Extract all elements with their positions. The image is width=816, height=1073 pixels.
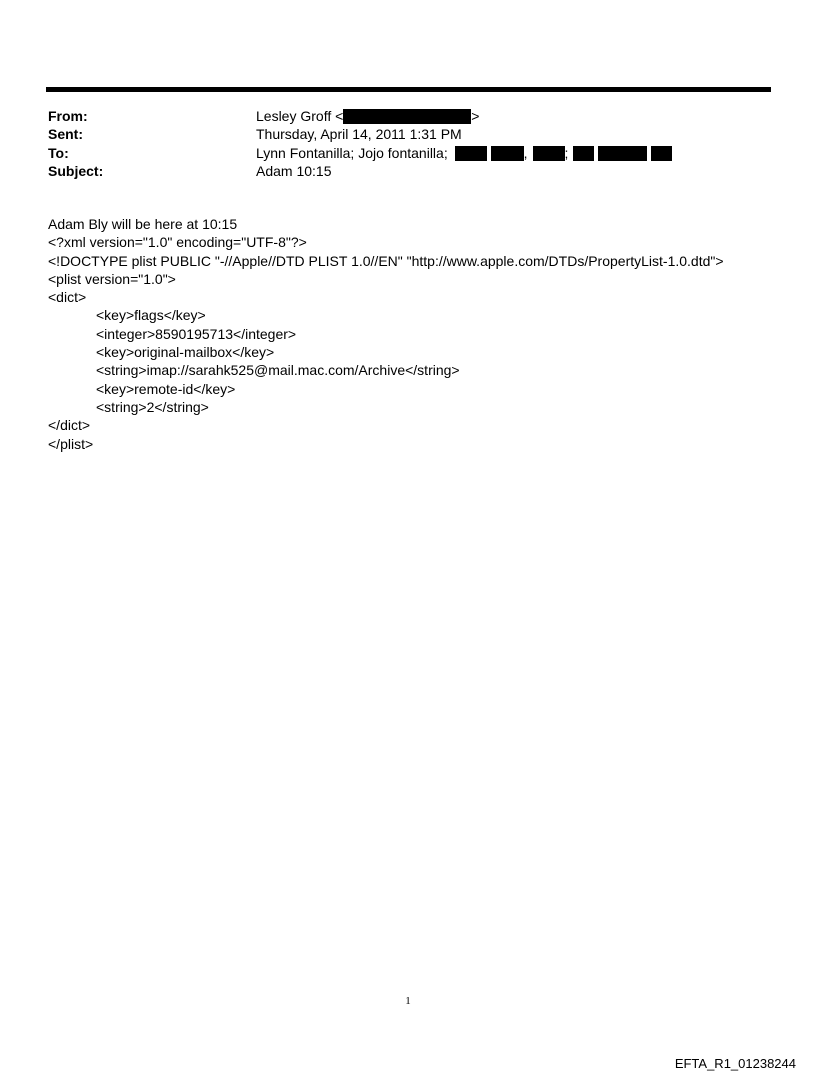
body-line: <plist version="1.0"> [48, 270, 176, 287]
redaction-box [533, 146, 565, 161]
redaction-box [651, 146, 672, 161]
body-line: Adam Bly will be here at 10:15 [48, 216, 238, 232]
body-line: <key>original-mailbox</key> [96, 344, 275, 361]
body-line: <key>flags</key> [96, 307, 206, 324]
document-id: EFTA_R1_01238244 [674, 1056, 796, 1071]
to-separator: , [523, 145, 528, 161]
body-line: <string>2</string> [96, 398, 209, 415]
from-suffix: > [471, 108, 480, 124]
redaction-box [573, 146, 594, 161]
to-label: To: [48, 145, 69, 161]
redaction-box [598, 146, 647, 161]
body-line: <?xml version="1.0" encoding="UTF-8"?> [48, 234, 307, 251]
body-line: <!DOCTYPE plist PUBLIC "-//Apple//DTD PLIST 1.0//EN" "http://www.apple.com/DTDs/PropertyList-1.0.dtd"> [48, 252, 724, 269]
from-label: From: [48, 108, 88, 124]
subject-value: Adam 10:15 [256, 163, 332, 179]
message-body [48, 215, 724, 453]
header-divider [46, 87, 771, 92]
redaction-box [343, 109, 471, 124]
subject-label: Subject: [48, 163, 104, 179]
body-line: <string>imap://sarahk525@mail.mac.com/Archive</string> [96, 362, 460, 379]
page-number: 1 [405, 995, 411, 1007]
body-line: </dict> [48, 417, 91, 434]
body-line: <dict> [48, 289, 87, 306]
to-value [256, 144, 672, 162]
sent-value: Thursday, April 14, 2011 1:31 PM [256, 126, 462, 142]
to-recipients: Lynn Fontanilla; Jojo fontanilla; [256, 145, 448, 161]
body-line: </plist> [48, 435, 94, 452]
from-value [256, 107, 479, 125]
body-line: <integer>8590195713</integer> [96, 325, 297, 342]
sent-label: Sent: [48, 126, 83, 142]
to-separator: ; [564, 145, 569, 161]
redaction-box [491, 146, 524, 161]
from-name: Lesley Groff < [256, 108, 344, 124]
redaction-box [455, 146, 487, 161]
body-line: <key>remote-id</key> [96, 380, 236, 397]
